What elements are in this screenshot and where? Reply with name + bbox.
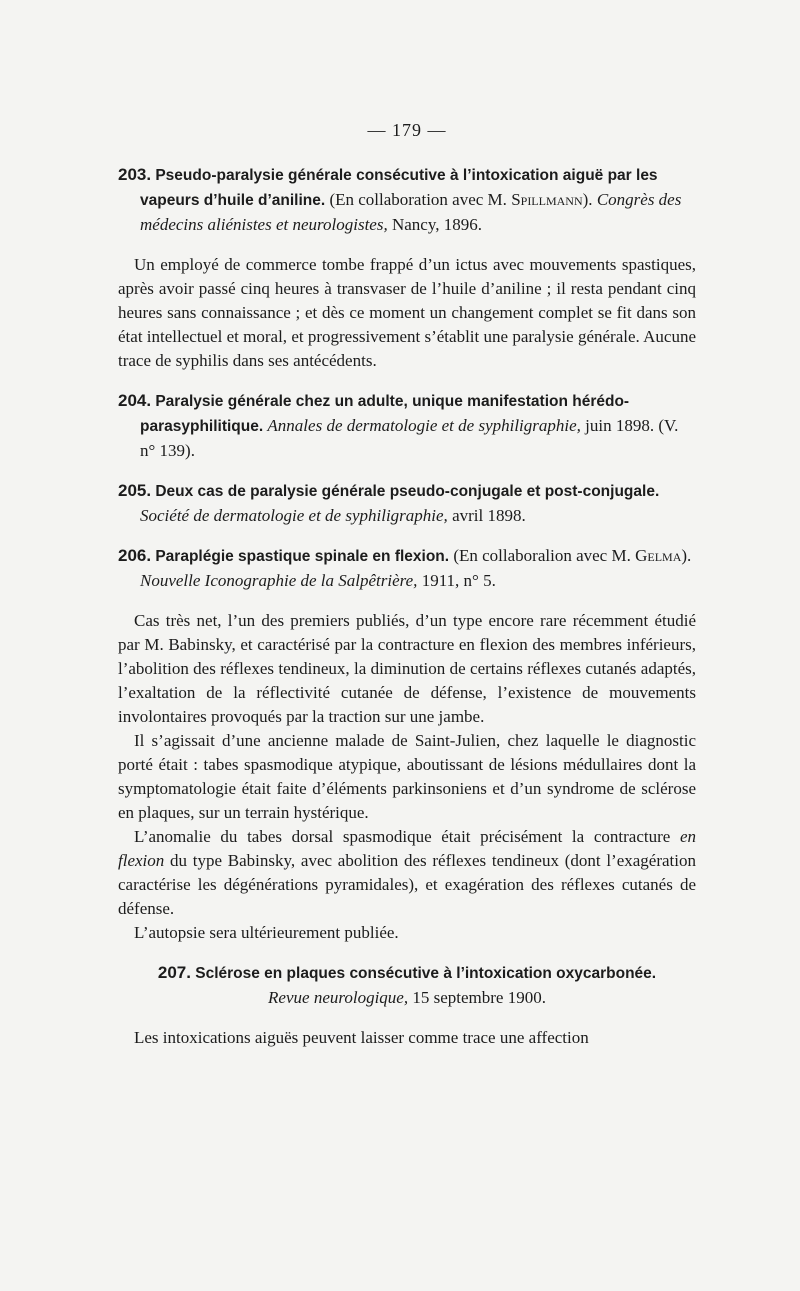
entry-title: Paralysie générale chez un adulte, unique manifestation hérédo-parasyphilitique. (140, 393, 630, 435)
entry-206 (118, 544, 696, 593)
entry-collab-name: Gelma (635, 546, 682, 565)
entry-collab-end: ). (681, 546, 692, 565)
entry-collab-name: Spillmann (511, 190, 583, 209)
text-block (118, 120, 696, 1066)
entry-source: Revue neurologique, (268, 988, 409, 1007)
entry-number: 207. (157, 963, 191, 982)
entry-title: Sclérose en plaques consécutive à l’intoxication oxycarbonée. (195, 965, 657, 982)
entry-date: juin 1898. (V. n° 139). (140, 416, 679, 460)
entry-title: Deux cas de paralysie générale pseudo-conjugale et post-conjugale. (155, 483, 660, 500)
entry-203 (118, 163, 696, 237)
paragraph-206b: Il s’agissait d’une ancienne malade de Saint-Julien, chez laquelle le diagnostic porté était : tabes spasmodique atypique, aboutissant de lésions médullaires dont la symptomatologie était faite d’éléments parkinsoniens et d’un syndrome de sclérose en plaques, sur un terrain hystérique. (118, 731, 696, 822)
paragraph-207: Les intoxications aiguës peuvent laisser comme trace une affection (134, 1028, 589, 1047)
entry-number: 205. (118, 481, 152, 500)
paragraph-203: Un employé de commerce tombe frappé d’un ictus avec mouvements spastiques, après avoir passé cinq heures à transvaser de l’huile d’aniline ; il resta pendant cinq heures sans connaissance ; et dès ce moment un changement complet se fit dans son état intellectuel et moral, et progressivement s’établit une paralysie générale. Aucune trace de syphilis dans ses antécédents. (118, 255, 696, 370)
entry-title: Paraplégie spastique spinale en flexion. (155, 548, 450, 565)
entry-collab-end: ). (582, 190, 593, 209)
entry-number: 206. (118, 546, 152, 565)
entry-207 (118, 961, 696, 1010)
entry-title: Pseudo-paralysie générale consécutive à l’intoxication aiguë par les vapeurs d’huile d’aniline. (140, 167, 658, 209)
entry-source: Société de dermatologie et de syphiligraphie, (140, 506, 448, 525)
entry-source: Congrès des médecins aliénistes et neurologistes, (140, 190, 682, 234)
entry-source: Nouvelle Iconographie de la Salpêtrière, (140, 571, 418, 590)
paragraph-206a: Cas très net, l’un des premiers publiés, d’un type encore rare récemment étudié par M. Babinsky, et caractérisé par la contracture en flexion des membres inférieurs, l’abolition des réflexes tendineux, la diminution de certains réflexes cutanés adaptés, l’exaltation de la réflectivité cutanée de défense, l’existence de mouvements involontaires provoqués par la traction sur une jambe. (118, 611, 696, 726)
entry-collab: (En collaboration avec M. (329, 190, 507, 209)
paragraph-206d: L’autopsie sera ultérieurement publiée. (134, 923, 399, 942)
paragraph-206c-pre: L’anomalie du tabes dorsal spasmodique était précisément la contracture (134, 827, 671, 846)
paragraph-206c-italic: en flexion (118, 827, 696, 870)
entry-date: 1911, n° 5. (421, 571, 496, 590)
page-number: — 179 — (367, 120, 447, 140)
entry-date: avril 1898. (452, 506, 526, 525)
entry-number: 204. (118, 391, 152, 410)
entry-source: Annales de dermatologie et de syphiligraphie, (267, 416, 581, 435)
entry-number: 203. (118, 165, 152, 184)
entry-204 (118, 389, 696, 463)
entry-collab: (En collaboralion avec M. (453, 546, 631, 565)
paragraph-206c-post: du type Babinsky, avec abolition des réflexes tendineux (dont l’exagération caractérise les dégénérations pyramidales), et exagération des réflexes cutanés de défense. (118, 851, 697, 918)
paragraph-206c (118, 825, 696, 921)
entry-date: 15 septembre 1900. (412, 988, 546, 1007)
entry-date: Nancy, 1896. (391, 215, 482, 234)
entry-205 (118, 479, 696, 528)
